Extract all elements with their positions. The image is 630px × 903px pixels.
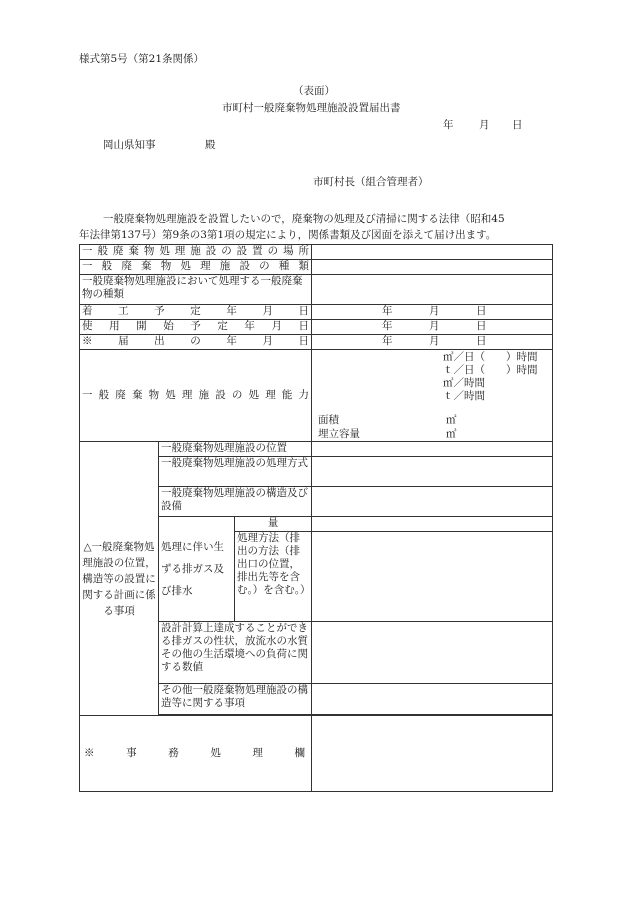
label-design-values: 設計計算上達成することができる排ガスの性状，放流水の水質その他の生活環境への負荷に関する数値 <box>159 622 312 684</box>
form-page: 様式第5号（第21条関係） （表面） 市町村一般廃棄物処理施設設置届出書 年 月 日 岡山県知事 殿 市町村長（組合管理者） 一般廃棄物処理施設を設置したいので，廃棄物の処理及び清掃に関する法律（昭和45 年法律第137号）第9条の3第1項の規定により，関係書類及び図面を添えて届け出ます。 一般廃棄物処理施設の設置の場所 一般廃棄物処理施設の種類 一般廃棄物処理施設において処理する一般廃棄物の種類 着工予定年月日 年 月 日 使用開始予定年月日 年 月 日 ※届出の年月日 年 月 日 一般廃棄物処理施設の処理能力 ㎥／日（ ）時間 ｔ／日（ ）時間 ㎥／時間 ｔ／時間 面積 ㎡ 埋立容量 ㎥ △一般廃棄物処理施設の位置，構造等の設置に関する計画に係る事項 一般廃棄物処理施設の位置 一般廃棄物処理施設の処理方式 一般廃棄物処理施設の構造及び設備 処理に伴い生ずる排ガス及び排水 量 処理方法（排出の方法（排出口の位置，排出先等を含む。）を含む。） 設計計算上達成することができる排ガスの性状，放流水の水質その他の生活環境への負荷に関する数値 その他一般廃棄物処理施設の構造等に関する事項 ※事務処理欄 <box>0 0 630 903</box>
field-capacity[interactable]: ㎥／日（ ）時間 ｔ／日（ ）時間 ㎥／時間 ｔ／時間 面積 ㎡ 埋立容量 ㎥ <box>312 350 553 442</box>
field-office[interactable] <box>312 716 553 792</box>
label-construction: 着工予定年月日 <box>80 305 312 320</box>
label-filing-date: ※届出の年月日 <box>80 335 312 350</box>
row-location <box>80 245 553 260</box>
row-capacity <box>80 350 553 442</box>
label-capacity: 一般廃棄物処理施設の処理能力 <box>80 350 312 442</box>
field-treatment-method[interactable] <box>312 532 553 622</box>
field-position[interactable] <box>312 442 553 457</box>
form-title: 市町村一般廃棄物処理施設設置届出書 <box>222 102 401 114</box>
side-label: （表面） <box>293 85 335 97</box>
row-position <box>80 442 553 457</box>
applicant: 市町村長（組合管理者） <box>313 176 429 188</box>
label-type: 一般廃棄物処理施設の種類 <box>80 260 312 275</box>
label-plan-group: △一般廃棄物処理施設の位置，構造等の設置に関する計画に係る事項 <box>80 442 159 716</box>
field-design-values[interactable] <box>312 622 553 684</box>
row-waste-type <box>80 275 553 305</box>
label-position: 一般廃棄物処理施設の位置 <box>159 442 312 457</box>
row-construction <box>80 305 553 320</box>
field-other[interactable] <box>312 684 553 715</box>
intro-line-1: 一般廃棄物処理施設を設置したいので，廃棄物の処理及び清掃に関する法律（昭和45 <box>103 213 505 225</box>
field-amount[interactable] <box>312 517 553 532</box>
label-waste-type: 一般廃棄物処理施設において処理する一般廃棄物の種類 <box>80 275 312 305</box>
label-exhaust-group: 処理に伴い生ずる排ガス及び排水 <box>159 517 235 622</box>
label-amount: 量 <box>235 517 312 532</box>
field-method[interactable] <box>312 457 553 487</box>
field-filing-date[interactable]: 年 月 日 <box>312 335 553 350</box>
form-table <box>79 244 553 792</box>
label-treatment-method: 処理方法（排出の方法（排出口の位置，排出先等を含む。）を含む。） <box>235 532 312 622</box>
field-location[interactable] <box>312 245 553 260</box>
field-construction-date[interactable]: 年 月 日 <box>312 305 553 320</box>
row-office <box>80 716 553 792</box>
form-number: 様式第5号（第21条関係） <box>79 53 205 65</box>
row-type <box>80 260 553 275</box>
intro-line-2: 年法律第137号）第9条の3第1項の規定により，関係書類及び図面を添えて届け出ます。 <box>79 229 497 241</box>
label-start-use: 使用開始予定年月日 <box>80 320 312 335</box>
row-filing-date <box>80 335 553 350</box>
label-office: ※事務処理欄 <box>80 716 312 792</box>
field-structure[interactable] <box>312 487 553 517</box>
field-waste-type[interactable] <box>312 275 553 305</box>
field-start-use-date[interactable]: 年 月 日 <box>312 320 553 335</box>
row-start-use <box>80 320 553 335</box>
label-method: 一般廃棄物処理施設の処理方式 <box>159 457 312 487</box>
label-other: その他一般廃棄物処理施設の構造等に関する事項 <box>159 684 312 715</box>
label-structure: 一般廃棄物処理施設の構造及び設備 <box>159 487 312 517</box>
field-type[interactable] <box>312 260 553 275</box>
label-location: 一般廃棄物処理施設の設置の場所 <box>80 245 312 260</box>
